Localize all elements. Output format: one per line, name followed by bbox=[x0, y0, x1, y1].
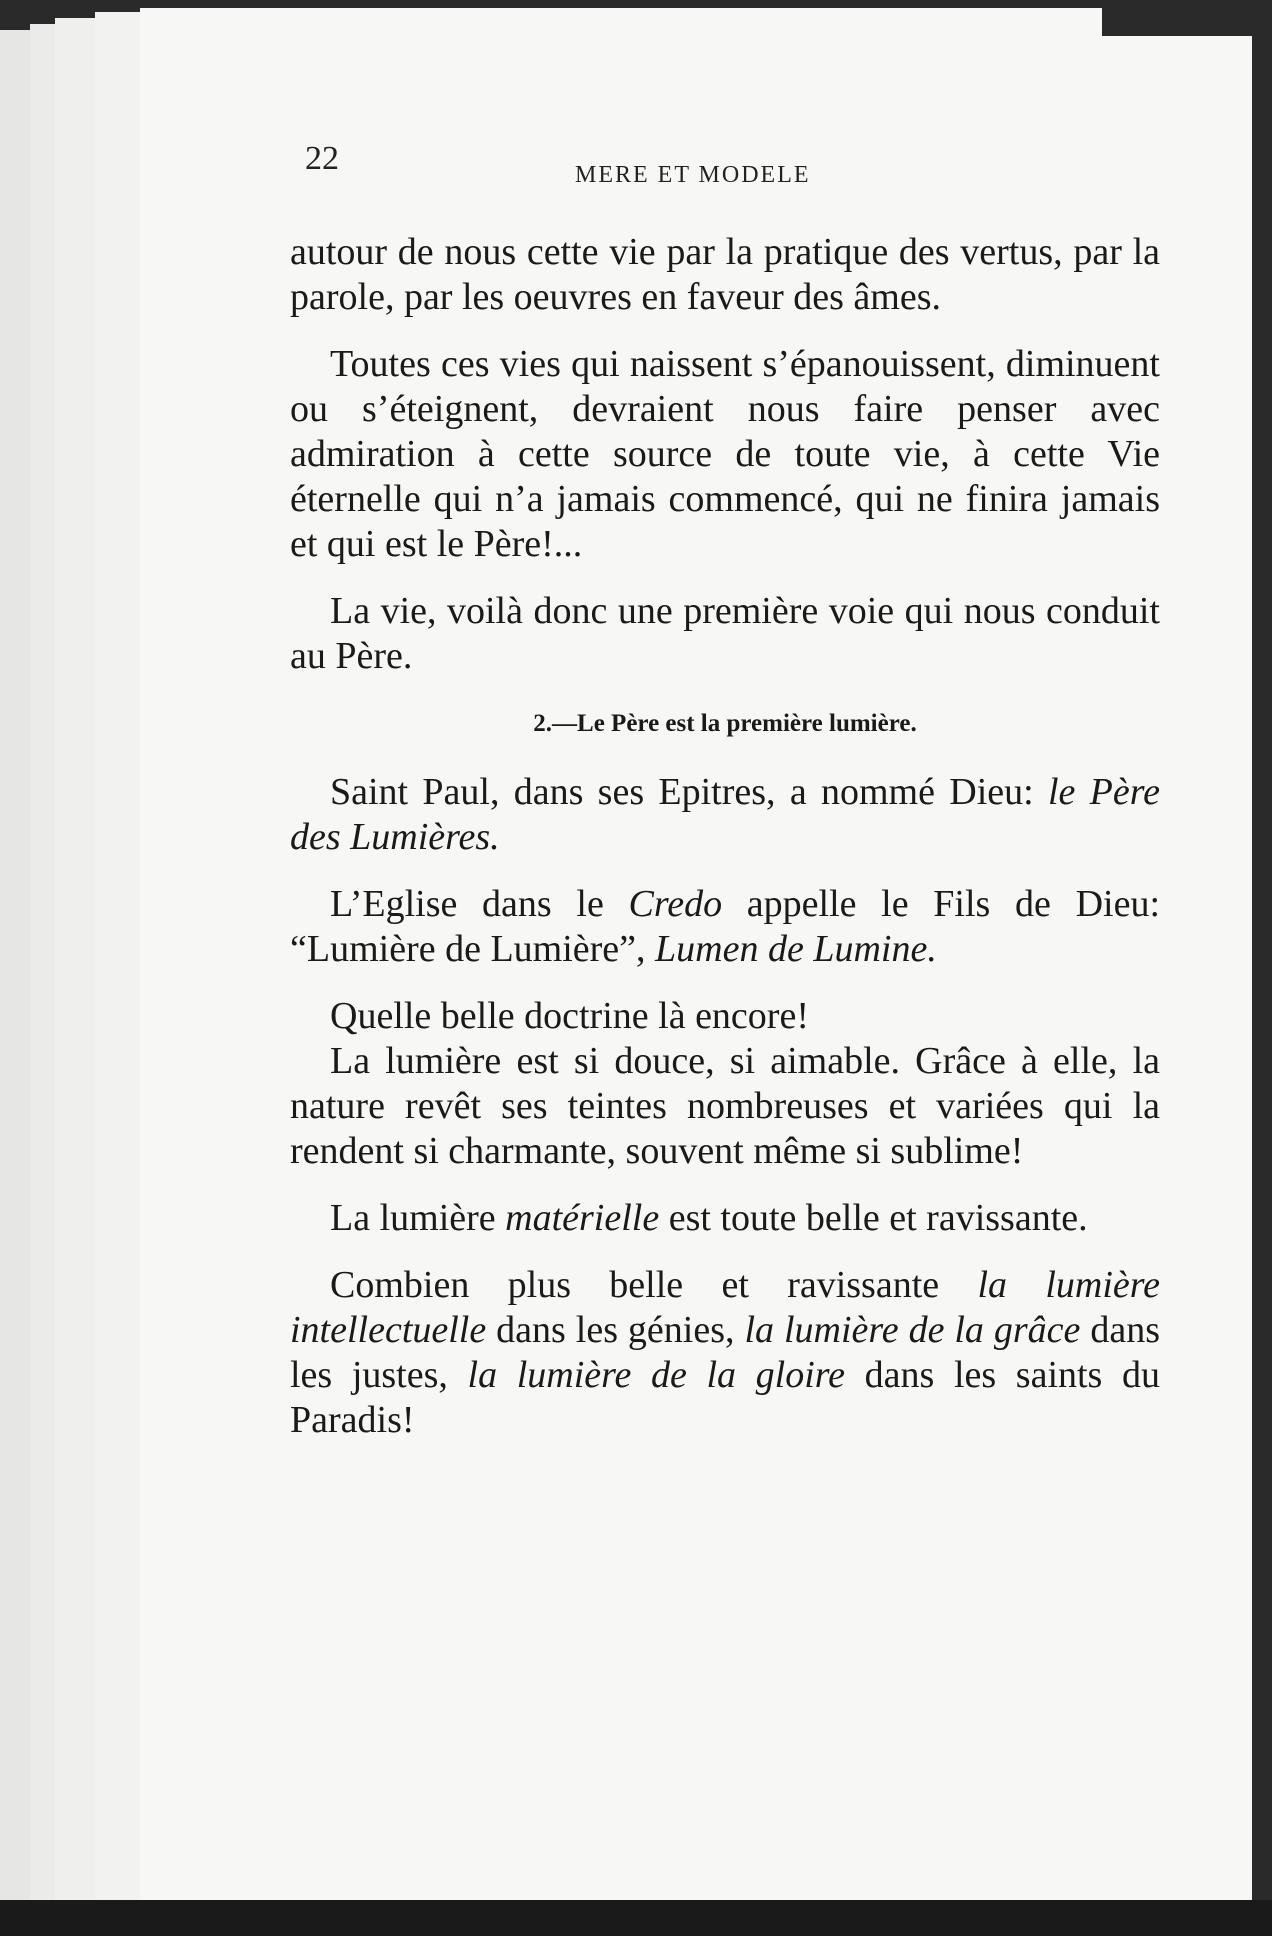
italic-text: la lumière de la grâce bbox=[744, 1309, 1081, 1351]
italic-text: matérielle bbox=[505, 1197, 660, 1239]
text-run: La lumière bbox=[330, 1197, 506, 1239]
text-run: Saint Paul, dans ses Epitres, a nommé Dieu: bbox=[330, 771, 1048, 813]
paragraph: Toutes ces vies qui naissent s’épanouissent, diminuent ou s’éteignent, devraient nous faire penser avec admiration à cette source de toute vie, à cette Vie éternelle qui n’a jamais commencé, qui ne finira jamais et qui est le Père!... bbox=[290, 343, 1160, 565]
section-heading: 2.—Le Père est la première lumière. bbox=[533, 710, 917, 737]
text-run: L’Eglise dans le bbox=[330, 883, 629, 925]
paragraph bbox=[290, 1263, 1160, 1443]
italic-text: la lumière de la gloire bbox=[467, 1354, 846, 1396]
text-run: dans les saints du Paradis! bbox=[290, 1354, 1160, 1441]
paragraph: La lumière est si douce, si aimable. Grâce à elle, la nature revêt ses teintes nombreuses et variées qui la rendent si charmante, souvent même si sublime! bbox=[290, 1040, 1160, 1172]
running-title: MERE ET MODELE bbox=[575, 162, 811, 188]
italic-text: Credo bbox=[628, 883, 723, 925]
italic-text: le Père des Lumières. bbox=[290, 771, 1160, 858]
body-text bbox=[290, 230, 1160, 1465]
paragraph: Quelle belle doctrine là encore! bbox=[330, 995, 809, 1037]
text-run: dans les justes, bbox=[290, 1309, 1161, 1396]
paragraph bbox=[290, 770, 1160, 860]
paragraph: La vie, voilà donc une première voie qui nous conduit au Père. bbox=[290, 590, 1160, 677]
scan-background bbox=[1102, 8, 1252, 36]
page-number: 22 bbox=[305, 140, 339, 177]
paragraph bbox=[290, 882, 1160, 972]
paragraph bbox=[290, 1196, 1160, 1241]
text-run: est toute belle et ravissante. bbox=[659, 1197, 1088, 1239]
paragraph: autour de nous cette vie par la pratique des vertus, par la parole, par les oeuvres en faveur des âmes. bbox=[290, 231, 1160, 318]
scan-background bbox=[0, 1900, 1272, 1936]
text-run: dans les génies, bbox=[486, 1309, 745, 1351]
italic-text: la lumière intellectuelle bbox=[290, 1264, 1160, 1351]
text-run: appelle le Fils de Dieu: “Lumière de Lumière”, bbox=[290, 883, 1160, 970]
text-run: Combien plus belle et ravissante bbox=[330, 1264, 978, 1306]
italic-text: Lumen de Lumine. bbox=[655, 928, 937, 970]
page-header bbox=[305, 140, 1165, 190]
